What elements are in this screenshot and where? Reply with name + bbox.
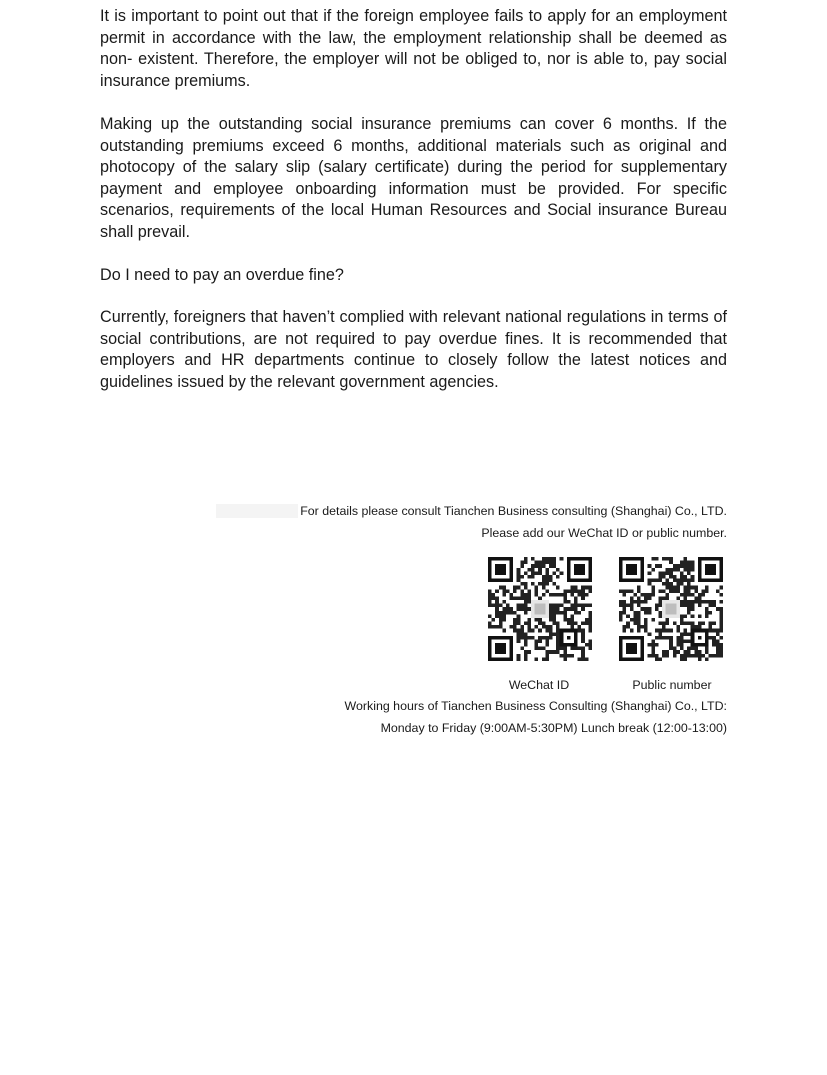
wechat-qr-code-icon [488, 557, 592, 661]
paragraph-overdue-fines: Currently, foreigners that haven’t complied with relevant national regulations in terms of social contributions, are not required to pay overdue fines. It is recommended that employers and HR departments continue to closely follow the latest notices and guidelines issued by the relevant government agencies. [100, 308, 727, 391]
public-number-qr-code-icon [619, 557, 723, 661]
paragraph-employment-permit: It is important to point out that if the foreign employee fails to apply for an employment permit in accordance with the law, the employment relationship shall be deemed as non- existent. Therefore, the employer will not be obliged to, nor is able to, pay social insurance premiums. [100, 7, 727, 90]
wechat-id-label: WeChat ID [508, 678, 570, 692]
paragraph-outstanding-premiums: Making up the outstanding social insurance premiums can cover 6 months. If the outstanding premiums exceed 6 months, additional materials such as original and photocopy of the salary slip (salary certificate) during the period for supplementary payment and employee onboarding information must be provided. For specific scenarios, requirements of the local Human Resources and Social insurance Bureau shall prevail. [100, 115, 727, 241]
working-hours-line: Working hours of Tianchen Business Consulting (Shanghai) Co., LTD: [344, 699, 727, 713]
question-overdue-fine: Do I need to pay an overdue fine? [100, 266, 344, 284]
public-number-label: Public number [632, 678, 712, 692]
consult-line: For details please consult Tianchen Business consulting (Shanghai) Co., LTD. [300, 504, 727, 518]
schedule-line: Monday to Friday (9:00AM-5:30PM) Lunch break (12:00-13:00) [380, 721, 727, 735]
add-wechat-line: Please add our WeChat ID or public number. [481, 526, 727, 540]
highlight-shade [216, 504, 298, 518]
